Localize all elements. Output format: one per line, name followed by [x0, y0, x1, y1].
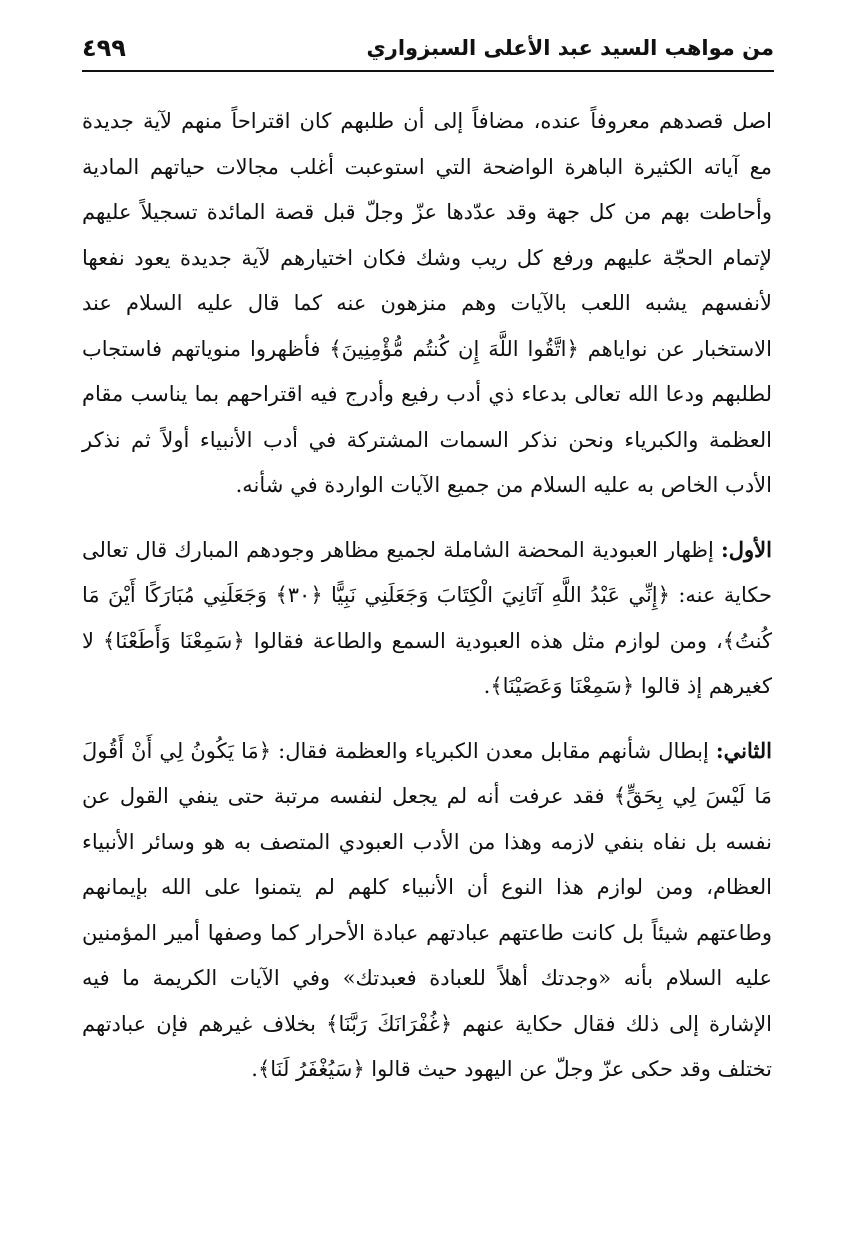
- paragraph-text: إظهار العبودية المحضة الشاملة لجميع مظاهر وجودهم المبارك قال تعالى حكاية عنه: ﴿إِنِّي عَبْدُ اللَّهِ آتَانِيَ الْكِتَابَ وَجَعَلَنِي نَبِيًّا ﴿٣٠﴾ وَجَعَلَنِي مُبَارَكًا أَيْنَ مَا كُنتُ﴾، ومن لوازم مثل هذه العبودية السمع والطاعة فقالوا ﴿سَمِعْنَا وَأَطَعْنَا﴾ لا كغيرهم إذ قالوا ﴿سَمِعْنَا وَعَصَيْنَا﴾.: [82, 537, 772, 698]
- paragraph-second-trait: [82, 728, 772, 1093]
- paragraph-lead: الثاني:: [715, 737, 772, 763]
- paragraph-lead: الأول:: [721, 536, 772, 562]
- page-number: ٤٩٩: [82, 34, 126, 62]
- page-header: [82, 28, 774, 68]
- paragraph-text: إبطال شأنهم مقابل معدن الكبرياء والعظمة فقال: ﴿مَا يَكُونُ لِي أَنْ أَقُولَ مَا لَيْسَ لِي بِحَقٍّ﴾ فقد عرفت أنه لم يجعل لنفسه مرتبة حتى ينفي القول عن نفسه بل نفاه بنفي لازمه وهذا من الأدب العبودي المتصف به هو وسائر الأنبياء العظام، ومن لوازم هذا النوع أن الأنبياء كلهم لم يتمنوا على الله بإيمانهم وطاعتهم شيئاً بل كانت طاعتهم عبادتهم عبادة الأحرار كما وصفها أمير المؤمنين عليه السلام بأنه «وجدتك أهلاً للعبادة فعبدتك» وفي الآيات الكريمة ما فيه الإشارة إلى ذلك فقال حكاية عنهم ﴿غُفْرَانَكَ رَبَّنَا﴾ بخلاف غيرهم فإن عبادتهم تختلف وقد حكى عزّ وجلّ عن اليهود حيث قالوا ﴿سَيُغْفَرُ لَنَا﴾.: [82, 738, 772, 1081]
- paragraph-text: اصل قصدهم معروفاً عنده، مضافاً إلى أن طلبهم كان اقتراحاً منهم لآية جديدة مع آياته الكثيرة الباهرة الواضحة التي استوعبت أغلب مجالات حياتهم المادية وأحاطت بهم من كل جهة وقد عدّدها عزّ وجلّ قبل قصة المائدة تسجيلاً عليهم لإتمام الحجّة عليهم ورفع كل ريب وشك فكان اختيارهم لآية جديدة يعود نفعها لأنفسهم يشبه اللعب بالآيات وهم منزهون عنه كما قال عليه السلام عند الاستخبار عن نواياهم ﴿اتَّقُوا اللَّهَ إِن كُنتُم مُّؤْمِنِينَ﴾ فأظهروا منوياتهم فاستجاب لطلبهم ودعا الله تعالى بدعاء ذي أدب رفيع وأدرج فيه اقتراحهم بما يناسب مقام العظمة والكبرياء ونحن نذكر السمات المشتركة في أدب الأنبياء أولاً ثم نذكر الأدب الخاص به عليه السلام من جميع الآيات الواردة في شأنه.: [82, 109, 772, 497]
- paragraph-first-trait: [82, 527, 772, 710]
- header-divider: [82, 70, 774, 72]
- body-text: [82, 98, 772, 1093]
- paragraph-intro: [82, 98, 772, 509]
- running-title: من مواهب السيد عبد الأعلى السبزواري: [366, 36, 774, 60]
